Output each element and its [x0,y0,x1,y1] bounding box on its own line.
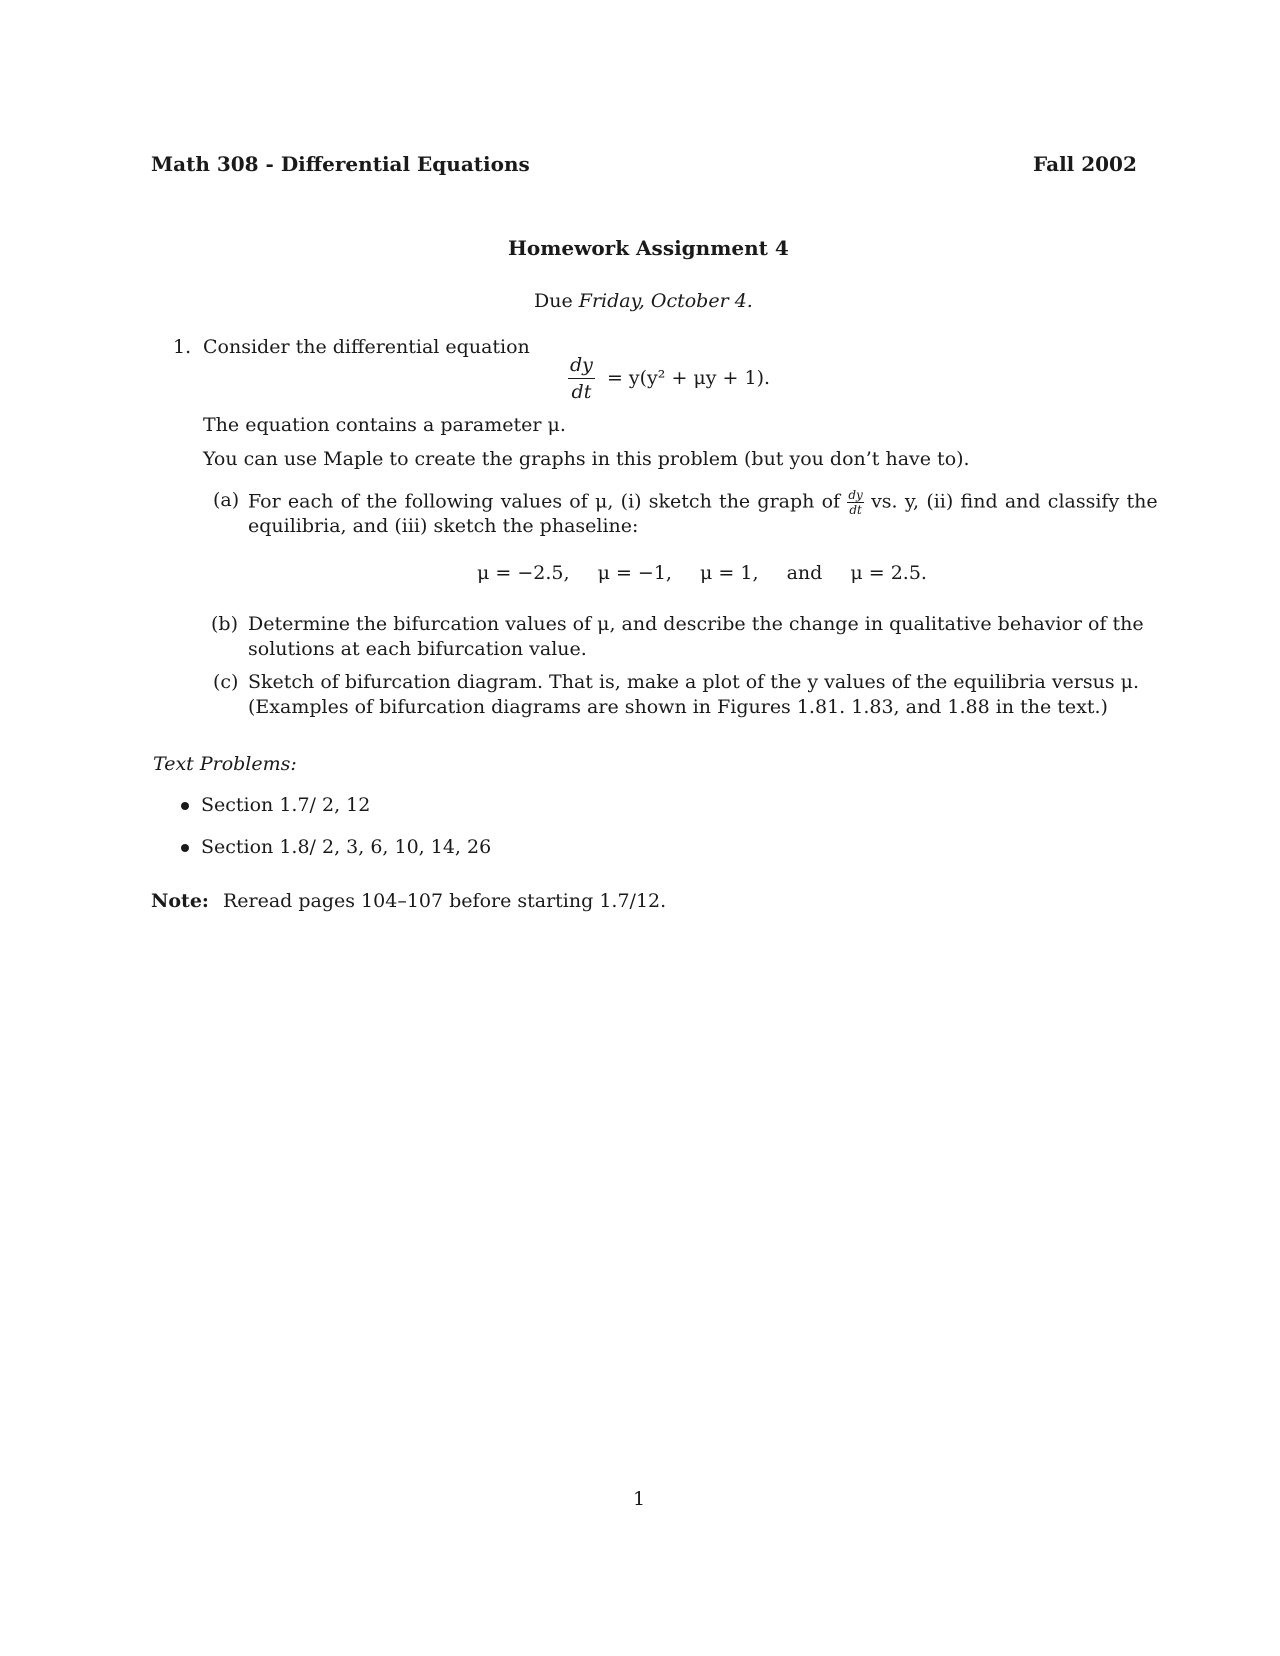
part-a-line2: equilibria, and (iii) sketch the phaseline: [248,515,639,537]
part-b-label: (b) [211,613,238,635]
equation-rhs: = y(y² + μy + 1). [606,367,771,389]
problem-intro: Consider the differential equation [203,336,530,358]
text-problems-heading: Text Problems: [153,753,297,775]
mu-value: μ = 2.5. [850,562,927,584]
part-c-line2: (Examples of bifurcation diagrams are shown in Figures 1.81. 1.83, and 1.88 in the text.) [248,696,1108,718]
list-item [181,794,370,816]
list-item-text: Section 1.8/ 2, 3, 6, 10, 14, 26 [201,836,492,858]
equation-denominator: dt [571,381,592,403]
mu-values [477,562,927,584]
term: Fall 2002 [1033,152,1137,176]
part-a-fraction [847,489,863,516]
bullet-icon [181,802,189,810]
note-label: Note: [151,890,209,912]
part-a-line1-before: For each of the following values of μ, (i) sketch the graph of [248,490,841,513]
part-c-label: (c) [213,671,239,693]
due-date: Friday, October 4. [578,290,753,312]
mu-value: μ = 1, [700,562,759,584]
mu-value: μ = −1, [597,562,672,584]
list-item-text: Section 1.7/ 2, 12 [201,794,371,816]
list-item [181,836,491,858]
part-a-line1-after: vs. y, (ii) find and classify the [871,490,1158,513]
assignment-title: Homework Assignment 4 [508,236,789,260]
due-line [534,290,753,312]
course-title: Math 308 - Differential Equations [151,152,530,176]
note [151,890,666,912]
part-a-line1 [248,489,1158,516]
bullet-icon [181,844,189,852]
mu-value: μ = −2.5, [477,562,570,584]
parameter-text: The equation contains a parameter μ. [203,414,566,436]
part-a-fraction-den: dt [849,503,862,517]
part-c-line1: Sketch of bifurcation diagram. That is, make a plot of the y values of the equilibria versus μ. [248,671,1140,693]
differential-equation [568,356,770,402]
equation-numerator: dy [568,356,595,379]
note-text: Reread pages 104–107 before starting 1.7/12. [222,890,667,912]
page-number: 1 [633,1488,646,1510]
equation-fraction [568,356,595,402]
part-a-fraction-num: dy [848,488,863,502]
part-b-line2: solutions at each bifurcation value. [248,638,587,660]
part-b-line1: Determine the bifurcation values of μ, and describe the change in qualitative behavior of the [248,613,1144,635]
maple-text: You can use Maple to create the graphs in this problem (but you don’t have to). [203,448,970,470]
due-prefix: Due [534,290,573,312]
part-a-label: (a) [213,489,240,511]
mu-and: and [786,562,823,584]
problem-number: 1. [173,336,192,358]
